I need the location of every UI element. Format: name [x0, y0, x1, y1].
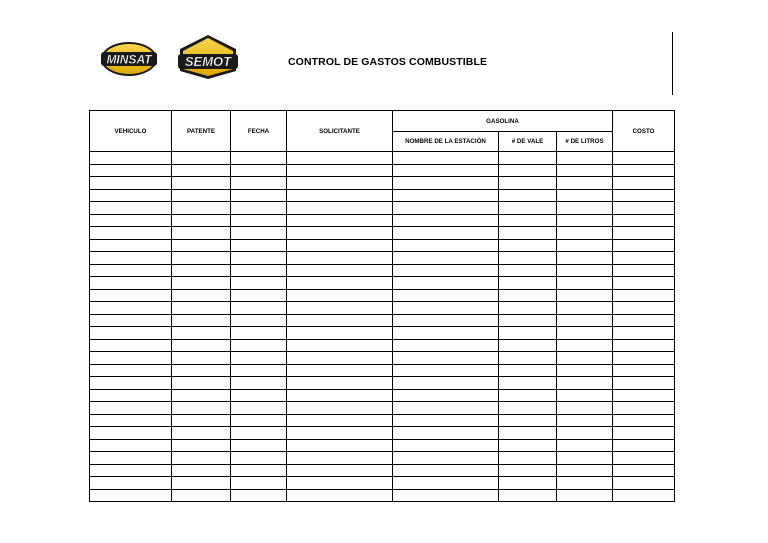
cell-nombre-estacion[interactable] — [393, 327, 499, 340]
cell-costo[interactable] — [613, 339, 675, 352]
table-row — [90, 177, 675, 190]
cell-num-litros[interactable] — [557, 252, 613, 265]
cell-nombre-estacion[interactable] — [393, 152, 499, 165]
table-row — [90, 364, 675, 377]
cell-solicitante[interactable] — [287, 352, 393, 365]
cell-num-vale[interactable] — [499, 189, 557, 202]
cell-fecha[interactable] — [231, 352, 287, 365]
table-row — [90, 239, 675, 252]
cell-vehiculo[interactable] — [90, 364, 172, 377]
cell-fecha[interactable] — [231, 439, 287, 452]
cell-nombre-estacion[interactable] — [393, 264, 499, 277]
cell-nombre-estacion[interactable] — [393, 402, 499, 415]
cell-patente[interactable] — [172, 202, 231, 215]
cell-patente[interactable] — [172, 252, 231, 265]
cell-fecha[interactable] — [231, 214, 287, 227]
cell-fecha[interactable] — [231, 464, 287, 477]
cell-nombre-estacion[interactable] — [393, 214, 499, 227]
cell-num-litros[interactable] — [557, 152, 613, 165]
cell-num-litros[interactable] — [557, 327, 613, 340]
cell-fecha[interactable] — [231, 339, 287, 352]
cell-vehiculo[interactable] — [90, 164, 172, 177]
cell-num-vale[interactable] — [499, 402, 557, 415]
header-solicitante: SOLICITANTE — [287, 111, 393, 152]
cell-solicitante[interactable] — [287, 189, 393, 202]
cell-nombre-estacion[interactable] — [393, 377, 499, 390]
cell-num-vale[interactable] — [499, 164, 557, 177]
cell-num-litros[interactable] — [557, 414, 613, 427]
cell-costo[interactable] — [613, 264, 675, 277]
cell-fecha[interactable] — [231, 289, 287, 302]
cell-patente[interactable] — [172, 427, 231, 440]
cell-vehiculo[interactable] — [90, 477, 172, 490]
cell-num-litros[interactable] — [557, 239, 613, 252]
cell-nombre-estacion[interactable] — [393, 339, 499, 352]
cell-patente[interactable] — [172, 177, 231, 190]
table-row — [90, 439, 675, 452]
cell-fecha[interactable] — [231, 477, 287, 490]
cell-num-vale[interactable] — [499, 352, 557, 365]
cell-vehiculo[interactable] — [90, 314, 172, 327]
cell-costo[interactable] — [613, 302, 675, 315]
cell-costo[interactable] — [613, 177, 675, 190]
cell-nombre-estacion[interactable] — [393, 189, 499, 202]
svg-text:MINSAT: MINSAT — [106, 52, 152, 67]
cell-vehiculo[interactable] — [90, 289, 172, 302]
cell-num-litros[interactable] — [557, 164, 613, 177]
cell-num-vale[interactable] — [499, 239, 557, 252]
cell-vehiculo[interactable] — [90, 264, 172, 277]
table-row — [90, 452, 675, 465]
cell-vehiculo[interactable] — [90, 277, 172, 290]
cell-solicitante[interactable] — [287, 439, 393, 452]
table-row — [90, 202, 675, 215]
cell-nombre-estacion[interactable] — [393, 227, 499, 240]
cell-patente[interactable] — [172, 389, 231, 402]
cell-patente[interactable] — [172, 302, 231, 315]
cell-vehiculo[interactable] — [90, 464, 172, 477]
cell-solicitante[interactable] — [287, 277, 393, 290]
cell-nombre-estacion[interactable] — [393, 164, 499, 177]
cell-vehiculo[interactable] — [90, 377, 172, 390]
cell-solicitante[interactable] — [287, 227, 393, 240]
cell-costo[interactable] — [613, 364, 675, 377]
cell-num-vale[interactable] — [499, 314, 557, 327]
table-body — [90, 152, 675, 502]
cell-nombre-estacion[interactable] — [393, 364, 499, 377]
cell-vehiculo[interactable] — [90, 302, 172, 315]
cell-patente[interactable] — [172, 439, 231, 452]
cell-num-litros[interactable] — [557, 314, 613, 327]
cell-vehiculo[interactable] — [90, 352, 172, 365]
cell-solicitante[interactable] — [287, 177, 393, 190]
header-vehiculo: VEHICULO — [90, 111, 172, 152]
cell-costo[interactable] — [613, 214, 675, 227]
cell-nombre-estacion[interactable] — [393, 202, 499, 215]
cell-patente[interactable] — [172, 239, 231, 252]
cell-num-litros[interactable] — [557, 214, 613, 227]
cell-costo[interactable] — [613, 439, 675, 452]
cell-num-litros[interactable] — [557, 452, 613, 465]
cell-num-litros[interactable] — [557, 277, 613, 290]
cell-fecha[interactable] — [231, 489, 287, 502]
cell-patente[interactable] — [172, 289, 231, 302]
cell-solicitante[interactable] — [287, 164, 393, 177]
cell-solicitante[interactable] — [287, 414, 393, 427]
table-row — [90, 377, 675, 390]
cell-patente[interactable] — [172, 339, 231, 352]
header-costo: COSTO — [613, 111, 675, 152]
cell-num-litros[interactable] — [557, 477, 613, 490]
cell-patente[interactable] — [172, 214, 231, 227]
cell-solicitante[interactable] — [287, 389, 393, 402]
cell-costo[interactable] — [613, 327, 675, 340]
cell-nombre-estacion[interactable] — [393, 314, 499, 327]
cell-patente[interactable] — [172, 377, 231, 390]
cell-nombre-estacion[interactable] — [393, 439, 499, 452]
cell-num-litros[interactable] — [557, 302, 613, 315]
cell-fecha[interactable] — [231, 327, 287, 340]
table-row — [90, 314, 675, 327]
table-row — [90, 252, 675, 265]
cell-patente[interactable] — [172, 402, 231, 415]
cell-num-litros[interactable] — [557, 364, 613, 377]
cell-patente[interactable] — [172, 327, 231, 340]
cell-fecha[interactable] — [231, 377, 287, 390]
cell-num-litros[interactable] — [557, 464, 613, 477]
cell-num-vale[interactable] — [499, 377, 557, 390]
cell-num-vale[interactable] — [499, 302, 557, 315]
cell-vehiculo[interactable] — [90, 339, 172, 352]
svg-text:SEMOT: SEMOT — [184, 54, 232, 69]
cell-vehiculo[interactable] — [90, 152, 172, 165]
cell-num-litros[interactable] — [557, 402, 613, 415]
cell-num-litros[interactable] — [557, 227, 613, 240]
cell-nombre-estacion[interactable] — [393, 427, 499, 440]
cell-num-vale[interactable] — [499, 364, 557, 377]
cell-costo[interactable] — [613, 239, 675, 252]
cell-costo[interactable] — [613, 452, 675, 465]
cell-vehiculo[interactable] — [90, 189, 172, 202]
cell-num-vale[interactable] — [499, 277, 557, 290]
cell-solicitante[interactable] — [287, 377, 393, 390]
table-row — [90, 189, 675, 202]
cell-fecha[interactable] — [231, 427, 287, 440]
cell-costo[interactable] — [613, 314, 675, 327]
cell-costo[interactable] — [613, 489, 675, 502]
cell-fecha[interactable] — [231, 314, 287, 327]
cell-costo[interactable] — [613, 189, 675, 202]
header-num-litros: # DE LITROS — [557, 132, 613, 152]
cell-nombre-estacion[interactable] — [393, 252, 499, 265]
cell-solicitante[interactable] — [287, 327, 393, 340]
cell-num-vale[interactable] — [499, 264, 557, 277]
cell-num-litros[interactable] — [557, 427, 613, 440]
cell-patente[interactable] — [172, 264, 231, 277]
cell-costo[interactable] — [613, 289, 675, 302]
cell-num-vale[interactable] — [499, 414, 557, 427]
cell-costo[interactable] — [613, 427, 675, 440]
table-row — [90, 227, 675, 240]
cell-solicitante[interactable] — [287, 427, 393, 440]
cell-fecha[interactable] — [231, 277, 287, 290]
cell-vehiculo[interactable] — [90, 452, 172, 465]
cell-num-litros[interactable] — [557, 439, 613, 452]
table-row — [90, 477, 675, 490]
cell-num-litros[interactable] — [557, 489, 613, 502]
cell-patente[interactable] — [172, 352, 231, 365]
table-row — [90, 164, 675, 177]
cell-solicitante[interactable] — [287, 477, 393, 490]
cell-num-litros[interactable] — [557, 202, 613, 215]
cell-vehiculo[interactable] — [90, 252, 172, 265]
cell-costo[interactable] — [613, 227, 675, 240]
cell-num-vale[interactable] — [499, 152, 557, 165]
table-row — [90, 339, 675, 352]
table-row — [90, 289, 675, 302]
cell-num-vale[interactable] — [499, 452, 557, 465]
cell-costo[interactable] — [613, 202, 675, 215]
cell-num-litros[interactable] — [557, 177, 613, 190]
cell-vehiculo[interactable] — [90, 202, 172, 215]
cell-costo[interactable] — [613, 352, 675, 365]
cell-fecha[interactable] — [231, 414, 287, 427]
table-row — [90, 489, 675, 502]
cell-patente[interactable] — [172, 477, 231, 490]
cell-num-litros[interactable] — [557, 389, 613, 402]
cell-solicitante[interactable] — [287, 364, 393, 377]
table-row — [90, 414, 675, 427]
cell-fecha[interactable] — [231, 177, 287, 190]
cell-nombre-estacion[interactable] — [393, 302, 499, 315]
table-row — [90, 214, 675, 227]
cell-nombre-estacion[interactable] — [393, 239, 499, 252]
cell-num-vale[interactable] — [499, 202, 557, 215]
cell-patente[interactable] — [172, 152, 231, 165]
cell-vehiculo[interactable] — [90, 414, 172, 427]
cell-fecha[interactable] — [231, 389, 287, 402]
cell-nombre-estacion[interactable] — [393, 277, 499, 290]
cell-num-vale[interactable] — [499, 489, 557, 502]
cell-num-vale[interactable] — [499, 427, 557, 440]
cell-fecha[interactable] — [231, 189, 287, 202]
cell-solicitante[interactable] — [287, 339, 393, 352]
cell-patente[interactable] — [172, 489, 231, 502]
header-num-vale: # DE VALE — [499, 132, 557, 152]
cell-patente[interactable] — [172, 452, 231, 465]
cell-patente[interactable] — [172, 314, 231, 327]
cell-vehiculo[interactable] — [90, 214, 172, 227]
cell-solicitante[interactable] — [287, 489, 393, 502]
cell-num-litros[interactable] — [557, 289, 613, 302]
cell-vehiculo[interactable] — [90, 402, 172, 415]
cell-num-vale[interactable] — [499, 252, 557, 265]
cell-num-litros[interactable] — [557, 339, 613, 352]
table-row — [90, 277, 675, 290]
cell-costo[interactable] — [613, 477, 675, 490]
cell-nombre-estacion[interactable] — [393, 414, 499, 427]
cell-solicitante[interactable] — [287, 289, 393, 302]
cell-vehiculo[interactable] — [90, 489, 172, 502]
cell-fecha[interactable] — [231, 252, 287, 265]
cell-costo[interactable] — [613, 414, 675, 427]
cell-fecha[interactable] — [231, 364, 287, 377]
cell-num-vale[interactable] — [499, 439, 557, 452]
cell-nombre-estacion[interactable] — [393, 452, 499, 465]
cell-costo[interactable] — [613, 377, 675, 390]
cell-fecha[interactable] — [231, 152, 287, 165]
cell-costo[interactable] — [613, 389, 675, 402]
table-row — [90, 302, 675, 315]
semot-logo — [176, 33, 240, 81]
table-row — [90, 327, 675, 340]
table-row — [90, 427, 675, 440]
cell-solicitante[interactable] — [287, 152, 393, 165]
cell-patente[interactable] — [172, 414, 231, 427]
cell-fecha[interactable] — [231, 264, 287, 277]
cell-solicitante[interactable] — [287, 314, 393, 327]
cell-solicitante[interactable] — [287, 264, 393, 277]
table-row — [90, 464, 675, 477]
cell-nombre-estacion[interactable] — [393, 489, 499, 502]
cell-costo[interactable] — [613, 402, 675, 415]
cell-solicitante[interactable] — [287, 464, 393, 477]
header-gasolina: GASOLINA — [393, 111, 613, 132]
cell-solicitante[interactable] — [287, 402, 393, 415]
cell-solicitante[interactable] — [287, 302, 393, 315]
cell-fecha[interactable] — [231, 164, 287, 177]
table-row — [90, 402, 675, 415]
cell-vehiculo[interactable] — [90, 177, 172, 190]
page-title: CONTROL DE GASTOS COMBUSTIBLE — [288, 56, 488, 68]
cell-fecha[interactable] — [231, 302, 287, 315]
cell-costo[interactable] — [613, 164, 675, 177]
cell-num-vale[interactable] — [499, 289, 557, 302]
cell-vehiculo[interactable] — [90, 327, 172, 340]
cell-patente[interactable] — [172, 189, 231, 202]
cell-nombre-estacion[interactable] — [393, 464, 499, 477]
cell-num-vale[interactable] — [499, 327, 557, 340]
cell-patente[interactable] — [172, 364, 231, 377]
cell-costo[interactable] — [613, 252, 675, 265]
minsat-logo — [99, 38, 159, 78]
fuel-expense-table — [89, 110, 675, 502]
table-row — [90, 352, 675, 365]
table-row — [90, 264, 675, 277]
cell-fecha[interactable] — [231, 239, 287, 252]
cell-fecha[interactable] — [231, 452, 287, 465]
cell-costo[interactable] — [613, 464, 675, 477]
cell-num-litros[interactable] — [557, 264, 613, 277]
cell-vehiculo[interactable] — [90, 239, 172, 252]
cell-costo[interactable] — [613, 277, 675, 290]
cell-fecha[interactable] — [231, 227, 287, 240]
cell-vehiculo[interactable] — [90, 227, 172, 240]
cell-patente[interactable] — [172, 277, 231, 290]
cell-fecha[interactable] — [231, 402, 287, 415]
header-patente: PATENTE — [172, 111, 231, 152]
cell-patente[interactable] — [172, 227, 231, 240]
cell-solicitante[interactable] — [287, 452, 393, 465]
cell-num-vale[interactable] — [499, 477, 557, 490]
cell-num-vale[interactable] — [499, 227, 557, 240]
cell-nombre-estacion[interactable] — [393, 289, 499, 302]
cell-num-vale[interactable] — [499, 389, 557, 402]
cell-vehiculo[interactable] — [90, 389, 172, 402]
table-row — [90, 389, 675, 402]
cell-vehiculo[interactable] — [90, 427, 172, 440]
cell-nombre-estacion[interactable] — [393, 177, 499, 190]
cell-nombre-estacion[interactable] — [393, 477, 499, 490]
table-row — [90, 152, 675, 165]
cell-nombre-estacion[interactable] — [393, 352, 499, 365]
cell-num-vale[interactable] — [499, 214, 557, 227]
header-nombre-estacion: NOMBRE DE LA ESTACIÓN — [393, 132, 499, 152]
cell-nombre-estacion[interactable] — [393, 389, 499, 402]
cell-vehiculo[interactable] — [90, 439, 172, 452]
cell-fecha[interactable] — [231, 202, 287, 215]
cell-solicitante[interactable] — [287, 239, 393, 252]
cell-patente[interactable] — [172, 164, 231, 177]
cell-num-litros[interactable] — [557, 377, 613, 390]
cell-num-vale[interactable] — [499, 177, 557, 190]
cell-costo[interactable] — [613, 152, 675, 165]
cell-solicitante[interactable] — [287, 214, 393, 227]
header-fecha: FECHA — [231, 111, 287, 152]
cell-num-vale[interactable] — [499, 464, 557, 477]
cell-solicitante[interactable] — [287, 202, 393, 215]
cell-num-litros[interactable] — [557, 352, 613, 365]
cell-patente[interactable] — [172, 464, 231, 477]
cell-num-vale[interactable] — [499, 339, 557, 352]
header-divider — [672, 32, 673, 95]
cell-num-litros[interactable] — [557, 189, 613, 202]
cell-solicitante[interactable] — [287, 252, 393, 265]
